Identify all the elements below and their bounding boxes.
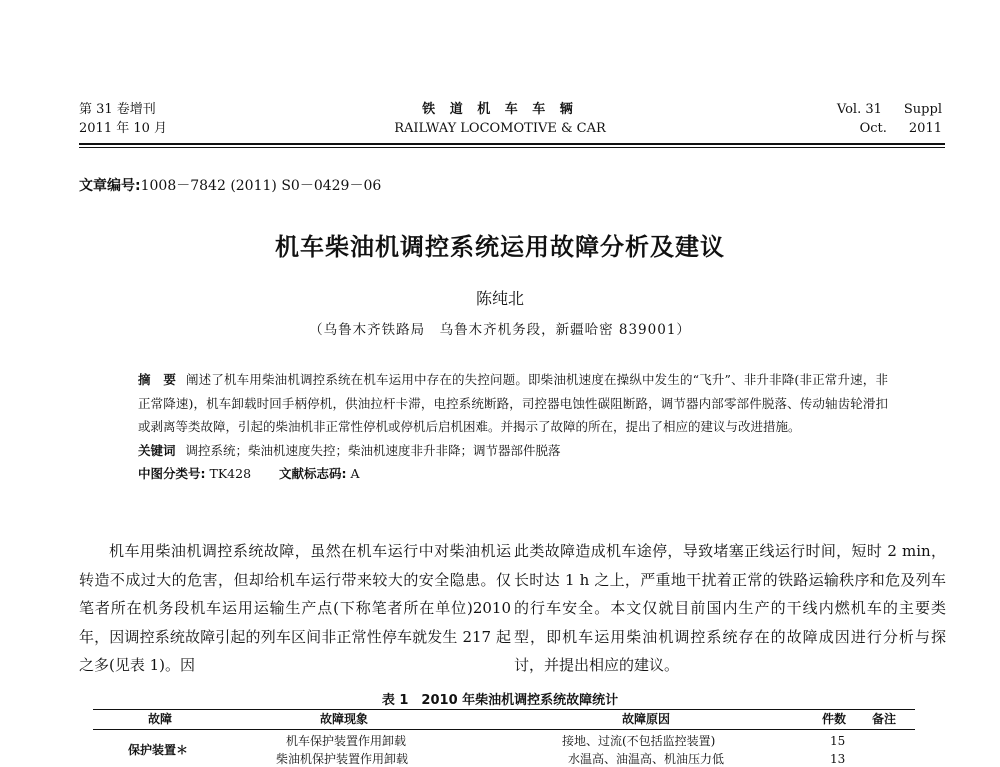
volume-en: Vol. 31	[836, 102, 882, 117]
keywords-text: 调控系统；柴油机速度失控；柴油机速度非升非降；调节器部件脱落	[185, 442, 561, 458]
table-header-rule	[93, 729, 915, 730]
table-cell-phenomenon: 柴油机保护装置作用卸载	[276, 752, 409, 766]
table-header-count: 件数	[822, 712, 847, 726]
table-header-phenomenon: 故障现象	[320, 712, 369, 726]
header-center	[320, 100, 680, 138]
keywords-line	[138, 439, 888, 463]
clc-value: TK428	[209, 466, 252, 481]
author-name: 陈纯北	[475, 289, 524, 308]
journal-name-en: RAILWAY LOCOMOTIVE & CAR	[394, 121, 606, 136]
abstract-label: 摘 要	[138, 372, 176, 387]
article-number	[79, 175, 381, 195]
header-left	[79, 100, 167, 138]
table-cell-count: 13	[830, 752, 846, 766]
month-en: Oct.	[859, 121, 887, 136]
table-cell-cause: 接地、过流(不包括监控装置)	[562, 734, 716, 748]
table-top-rule	[93, 709, 915, 710]
abstract-block	[138, 368, 888, 486]
header-rule-thick	[79, 143, 945, 145]
body-paragraph-right: 此类故障造成机车途停，导致堵塞正线运行时间，短时 2 min，长时达 1 h 之上，严重地干扰着正常的铁路运输秩序和危及列车的行车安全。本文仅就目前国内生产的干线内燃机车的主要类型，即机车运用柴油机调控系统存在的故障成因进行分析与探讨，并提出相应的建议。	[514, 542, 946, 674]
table-header-cause: 故障原因	[622, 712, 671, 726]
table-header-remark: 备注	[872, 712, 897, 726]
table-cell-cause: 水温高、油温高、机油压力低	[568, 752, 725, 766]
table-cell-fault: 保护装置＊	[128, 743, 189, 757]
article-title: 机车柴油机调控系统运用故障分析及建议	[275, 233, 725, 261]
abstract-paragraph	[138, 368, 888, 439]
article-number-label: 文章编号:	[79, 178, 141, 194]
header-right	[837, 100, 942, 138]
table-caption: 表 1 2010 年柴油机调控系统故障统计	[381, 693, 619, 708]
doc-code-label: 文献标志码:	[279, 466, 347, 481]
header-rule-thin	[79, 147, 945, 148]
body-right-column	[514, 537, 946, 680]
year-en: 2011	[908, 121, 942, 136]
author-affiliation: （乌鲁木齐铁路局 乌鲁木齐机务段，新疆哈密 839001）	[309, 322, 691, 338]
doc-code-value: A	[350, 466, 360, 481]
keywords-label: 关键词	[138, 442, 176, 458]
body-paragraph-left: 机车用柴油机调控系统故障，虽然在机车运行中对柴油机运转造不成过大的危害，但却给机车运行带来较大的安全隐患。仅笔者所在机务段机车运用运输生产点(下称笔者所在单位)2010 年，因调控系统故障引起的列车区间非正常性停车就发生 217 起之多(见表 1)。因	[79, 542, 511, 674]
table-header-fault: 故障	[148, 712, 173, 726]
body-left-column	[79, 537, 511, 680]
volume-issue: 第 31 卷增刊	[79, 102, 156, 117]
table-cell-phenomenon: 机车保护装置作用卸载	[286, 734, 407, 748]
abstract-text: 阐述了机车用柴油机调控系统在机车运用中存在的失控问题。即柴油机速度在操纵中发生的“飞升”、非升非降(非正常升速，非正常降速)，机车卸载时回手柄停机，供油拉杆卡滞，电控系统断路，司控器电蚀性碳阻断路，调节器内部零部件脱落、传动轴齿轮滑扣或剥离等类故障，引起的柴油机非正常性停机或停机后启机困难。并揭示了故障的所在，提出了相应的建议与改进措施。	[138, 372, 888, 434]
supplement-en: Suppl	[903, 102, 942, 117]
clc-label: 中图分类号:	[138, 466, 206, 481]
journal-name-cn: 铁 道 机 车 车 辆	[422, 102, 578, 117]
issue-date: 2011 年 10 月	[79, 121, 168, 136]
classification-line	[138, 462, 888, 486]
article-number-value: 1008－7842 (2011) S0－0429－06	[140, 178, 382, 194]
table-cell-count: 15	[830, 734, 846, 748]
